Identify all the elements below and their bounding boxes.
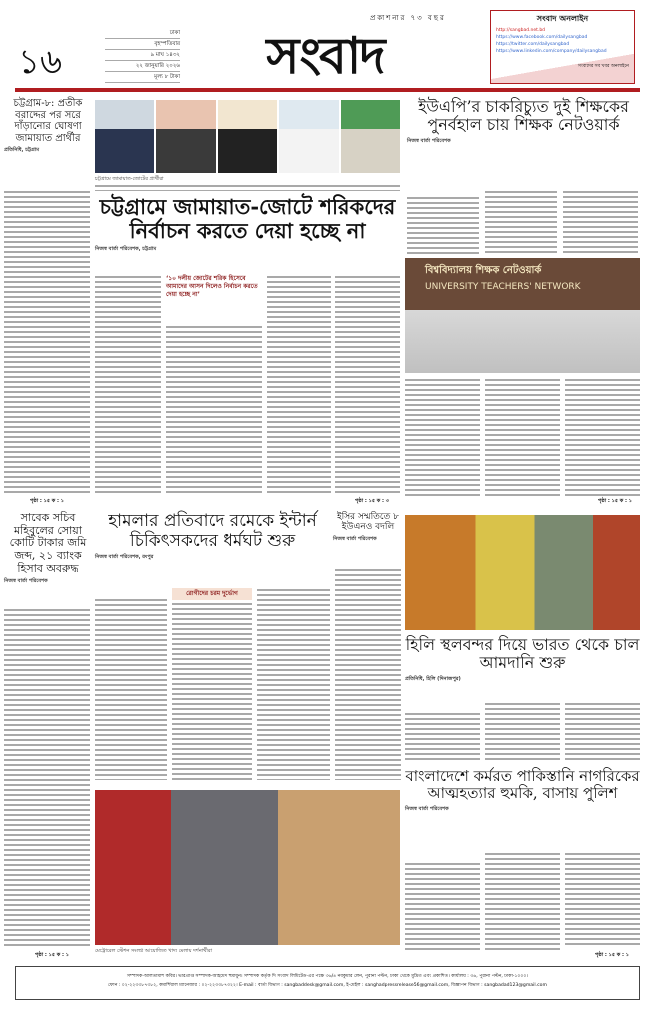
date-line: বৃহস্পতিবার <box>105 39 180 50</box>
date-box <box>105 28 180 83</box>
imprint-line: সম্পাদক-আলতামাশ কবির। ভারপ্রাপ্ত সম্পাদক-আহমেদ হুমায়ুন। সম্পাদক কর্তৃক দি সংবাদ লিমিটেড-এর পক্ষে ৩৬/৪ নবকুমার লেন, পুরানা পল্টন, ঢাকা থেকে মুদ্রিত এবং প্রকাশিত। কার্যালয় : ৩৬, পুরানা পল্টন, ঢাকা-১০০০। <box>126 974 529 979</box>
online-box-title: সংবাদ অনলাইন <box>536 14 589 23</box>
hili-headline: হিলি স্থলবন্দর দিয়ে ভারত থেকে চাল আমদানি শুরু <box>405 635 640 673</box>
story-body <box>405 712 480 762</box>
story-body <box>563 190 638 254</box>
online-box <box>490 10 635 84</box>
story-body <box>485 702 560 762</box>
food-fair-photo <box>95 790 400 945</box>
pakistani-headline: বাংলাদেশে কর্মরত পাকিস্তানি নাগরিকের আত্মহত্যার হুমকি, বাসায় পুলিশ <box>405 767 640 803</box>
pakistani-header <box>405 768 640 814</box>
candidate-photos <box>95 100 400 173</box>
sidebar-label: রোগীদের চরম দুর্ভোগ <box>172 588 252 600</box>
main-headline: চট্টগ্রামে জামায়াত-জোটে শরিকদের নির্বাচন করতে দেয়া হচ্ছে না <box>99 194 396 244</box>
candidate-photo <box>341 100 400 173</box>
story-body <box>4 190 90 495</box>
byline: নিজস্ব বার্তা পরিবেশক <box>333 536 403 544</box>
press-conference-photo <box>405 258 640 373</box>
ec-headline: ইসির সম্মতিতে ৮ ইউএনও বদলি <box>336 512 400 533</box>
interns-header <box>95 512 330 562</box>
secretary-header <box>4 512 92 586</box>
story-body <box>335 568 401 780</box>
story-body <box>257 588 330 780</box>
jump-link[interactable]: পৃষ্ঠা : ১৫ ক : ১ <box>595 952 630 958</box>
story-body <box>407 196 479 254</box>
byline: প্রতিনিধি, চট্টগ্রাম <box>4 147 92 155</box>
story-ctg8-headline: চট্টগ্রাম-৮: প্রতীক বরাদ্দের পর সরে দাঁড়ানোর ঘোষণা জামায়াত প্রার্থীর <box>13 98 83 144</box>
logo: সংবাদ <box>266 28 384 84</box>
website-link[interactable]: http://sangbad.net.bd <box>496 28 546 33</box>
facebook-link[interactable]: https://www.facebook.com/dailysangbad <box>496 35 588 40</box>
caption-lines <box>95 184 400 191</box>
story-body <box>485 852 560 950</box>
story-body <box>172 602 252 780</box>
masthead-rule <box>15 88 640 92</box>
banner-text: বিশ্ববিদ্যালয় শিক্ষক নেটওয়ার্ক <box>425 265 542 276</box>
story-body <box>485 190 557 254</box>
story-ctg8-header <box>4 98 92 155</box>
photo-caption: চট্টগ্রামে জামায়াত-জোটের প্রার্থীরা <box>95 176 164 182</box>
date-line: ২২ জানুয়ারি ২০২৬ <box>105 61 180 72</box>
candidate-photo <box>95 100 154 173</box>
jump-link[interactable]: পৃষ্ঠা : ১৫ ক : ৩ <box>355 498 390 504</box>
candidate-photo <box>218 100 277 173</box>
tagline: প্রকাশনার ৭৩ বছর <box>370 14 446 22</box>
date-line: ঢাকা <box>105 28 180 39</box>
story-body <box>565 702 640 762</box>
jump-link[interactable]: পৃষ্ঠা : ১৫ ক : ১ <box>598 498 633 504</box>
candidate-photo <box>279 100 338 173</box>
linkedin-link[interactable]: https://www.linkedin.com/company/dailysangbad <box>496 49 607 54</box>
story-body <box>335 275 400 496</box>
byline: নিজস্ব বার্তা পরিবেশক, রংপুর <box>95 554 167 562</box>
story-body <box>95 275 161 496</box>
ec-header <box>333 512 403 544</box>
story-body <box>4 608 90 948</box>
story-body <box>267 275 331 496</box>
candidate-photo <box>156 100 215 173</box>
rice-truck-photo <box>405 515 640 630</box>
byline: নিজস্ব বার্তা পরিবেশক, চট্টগ্রাম <box>95 246 400 254</box>
page-number: ১৬ <box>18 42 63 82</box>
byline: নিজস্ব বার্তা পরিবেশক <box>407 138 479 146</box>
photo-caption: মেট্রোরেল স্টেশন সংলগ্ন আয়োজিত খাদ্য মেলায় দর্শনার্থীরা <box>95 948 213 954</box>
online-box-note: সংবাদের সব খবর অনলাইনে <box>577 64 629 69</box>
banner-text-en: UNIVERSITY TEACHERS' NETWORK <box>425 282 581 292</box>
secretary-headline: সাবেক সচিব মহিবুলের সোয়া কোটি টাকার জমি জব্দ, ২১ ব্যাংক হিসাব অবরুদ্ধ <box>9 511 87 575</box>
contact-line: ফোন : ০২-২২৩৩৮৭৩৮২, কমার্শিয়াল ম্যানেজার : ০২-২২৩৩৮৭৩২২। E-mail : বার্তা বিভাগ : sangbaddesk@gmail.com, ই-মেইল : sanghadpressrelease56@gmail.com, বিজ্ঞাপন বিভাগ : sangbadad123@gmail.com <box>108 983 547 988</box>
main-header <box>95 195 400 254</box>
byline: প্রতিনিধি, হিলি (দিনাজপুর) <box>405 676 480 684</box>
uap-header <box>407 98 640 146</box>
story-body <box>485 378 560 496</box>
interns-headline: হামলার প্রতিবাদে রমেকে ইন্টার্ন চিকিৎসকদের ধর্মঘট শুরু <box>108 511 317 551</box>
jump-link[interactable]: পৃষ্ঠা : ১৫ ক : ১ <box>35 952 70 958</box>
story-body <box>166 325 262 496</box>
twitter-link[interactable]: https://twitter.com/dailysangbad <box>496 42 570 47</box>
date-line: মূল্য ৮ টাকা <box>105 72 180 83</box>
date-line: ৯ মাঘ ১৪৩২ <box>105 50 180 61</box>
hili-header <box>405 636 640 684</box>
byline: নিজস্ব বার্তা পরিবেশক <box>4 578 92 586</box>
imprint-footer <box>15 966 640 1000</box>
story-body <box>565 852 640 948</box>
story-body <box>565 378 640 496</box>
story-body <box>95 598 167 780</box>
uap-headline: ইউএপি’র চাকরিচ্যুত দুই শিক্ষকের পুনর্বহাল চায় শিক্ষক নেটওয়ার্ক <box>418 97 629 135</box>
pull-quote: ‘১০ দলীয় জোটের শরিক হিসেবে আমাদের আসন দিলেও নির্বাচন করতে দেয়া হচ্ছে না’ <box>166 275 258 298</box>
jump-link[interactable]: পৃষ্ঠা : ১৫ ক : ১ <box>30 498 65 504</box>
story-body <box>405 378 480 496</box>
byline: নিজস্ব বার্তা পরিবেশক <box>405 806 480 814</box>
story-body <box>405 862 480 950</box>
